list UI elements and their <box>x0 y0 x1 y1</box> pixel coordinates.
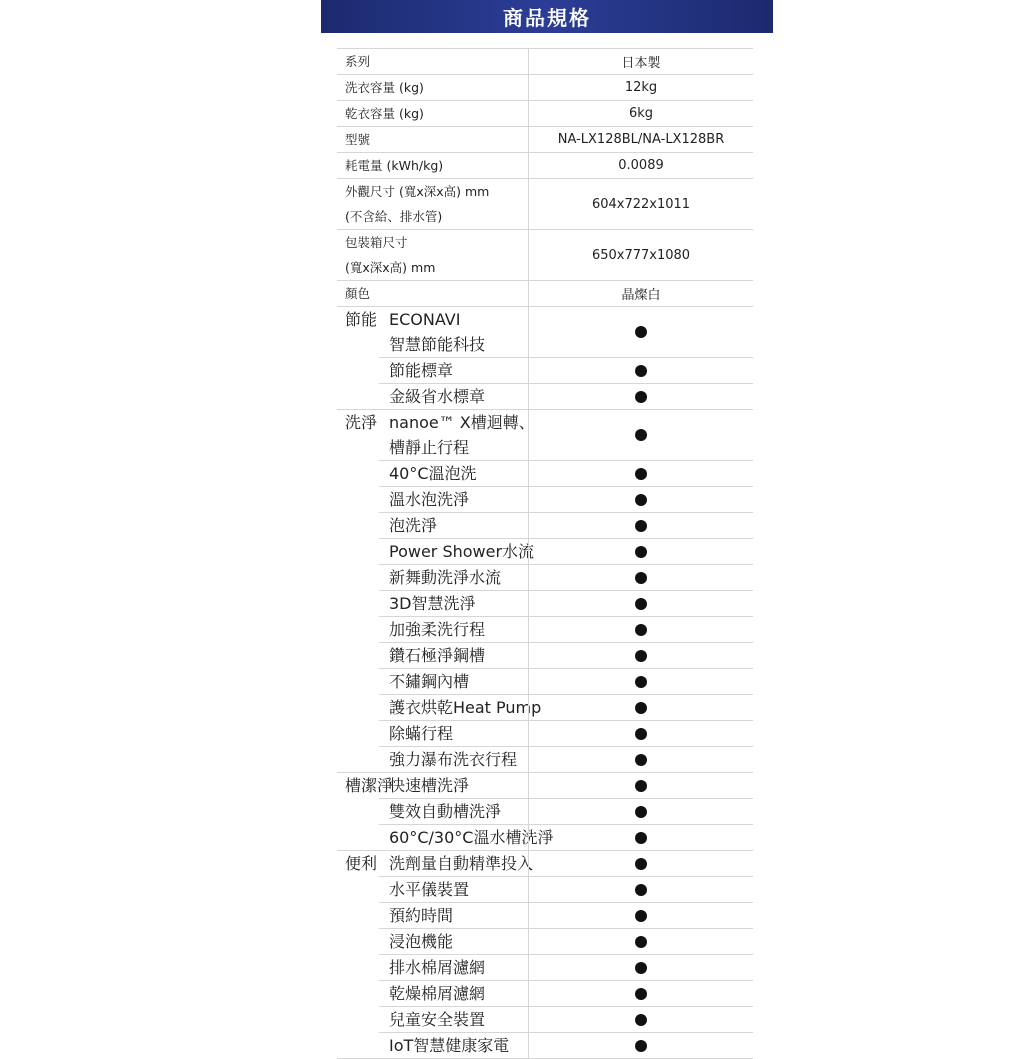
feature-value <box>528 617 753 642</box>
feature-group <box>337 850 753 1059</box>
spec-value: 0.0089 <box>528 153 753 178</box>
category-label: 便利 <box>345 854 378 873</box>
feature-label: 排水棉屑濾網 <box>389 958 486 977</box>
feature-label: 快速槽洗淨 <box>389 776 470 795</box>
feature-value <box>528 669 753 694</box>
feature-value <box>528 851 753 876</box>
feature-label: 60°C/30°C溫水槽洗淨 <box>389 828 554 847</box>
supported-dot-icon <box>635 546 647 558</box>
spec-label: 洗衣容量 (kg) <box>345 80 424 95</box>
spec-table <box>337 48 753 1059</box>
feature-label: 節能標章 <box>389 361 454 380</box>
category-label: 槽潔淨 <box>345 776 394 795</box>
feature-label: 鑽石極淨鋼槽 <box>389 646 486 665</box>
supported-dot-icon <box>635 624 647 636</box>
supported-dot-icon <box>635 936 647 948</box>
feature-label: 護衣烘乾Heat Pump <box>389 698 542 717</box>
feature-value <box>528 877 753 902</box>
feature-row <box>379 512 753 538</box>
feature-row <box>379 538 753 564</box>
spec-label-line2: (寬x深x高) mm <box>345 260 436 275</box>
feature-value <box>528 513 753 538</box>
title-banner <box>321 0 773 33</box>
feature-value <box>528 773 753 798</box>
supported-dot-icon <box>635 780 647 792</box>
feature-row <box>379 460 753 486</box>
spec-value: 650x777x1080 <box>528 230 753 280</box>
spec-label-line2: (不含給、排水管) <box>345 209 443 224</box>
category-label: 節能 <box>345 310 378 329</box>
spec-row <box>337 100 753 126</box>
feature-row <box>379 902 753 928</box>
feature-value <box>528 565 753 590</box>
supported-dot-icon <box>635 468 647 480</box>
feature-value <box>528 307 753 357</box>
feature-label: 金級省水標章 <box>389 387 486 406</box>
supported-dot-icon <box>635 884 647 896</box>
spec-label: 包裝箱尺寸 <box>345 235 408 250</box>
feature-value <box>528 825 753 850</box>
feature-label: 強力瀑布洗衣行程 <box>389 750 518 769</box>
feature-label: 40°C溫泡洗 <box>389 464 477 483</box>
feature-row <box>379 746 753 772</box>
feature-row <box>379 798 753 824</box>
feature-row <box>379 1006 753 1032</box>
supported-dot-icon <box>635 429 647 441</box>
supported-dot-icon <box>635 326 647 338</box>
supported-dot-icon <box>635 754 647 766</box>
supported-dot-icon <box>635 702 647 714</box>
feature-row <box>379 954 753 980</box>
feature-label: ECONAVI <box>389 310 461 329</box>
feature-label: 預約時間 <box>389 906 454 925</box>
feature-value <box>528 799 753 824</box>
feature-label: 3D智慧洗淨 <box>389 594 476 613</box>
feature-label: 溫水泡洗淨 <box>389 490 470 509</box>
spec-value: 12kg <box>528 75 753 100</box>
spec-label: 型號 <box>345 132 371 147</box>
feature-row <box>379 410 753 460</box>
feature-row <box>379 668 753 694</box>
spec-value: 晶燦白 <box>528 281 753 306</box>
feature-row <box>379 616 753 642</box>
feature-group <box>337 306 753 409</box>
feature-value <box>528 721 753 746</box>
feature-label: Power Shower水流 <box>389 542 535 561</box>
feature-row <box>379 694 753 720</box>
feature-row <box>379 357 753 383</box>
feature-value <box>528 955 753 980</box>
spec-value: NA-LX128BL/NA-LX128BR <box>528 127 753 152</box>
feature-label: IoT智慧健康家電 <box>389 1036 510 1055</box>
feature-row <box>379 1032 753 1058</box>
supported-dot-icon <box>635 1014 647 1026</box>
spec-value: 日本製 <box>528 49 753 74</box>
feature-label: 泡洗淨 <box>389 516 438 535</box>
spec-row <box>337 280 753 306</box>
feature-row <box>379 876 753 902</box>
feature-label: 兒童安全裝置 <box>389 1010 486 1029</box>
spec-label: 系列 <box>345 54 371 69</box>
feature-value <box>528 981 753 1006</box>
feature-value <box>528 591 753 616</box>
feature-label: 加強柔洗行程 <box>389 620 486 639</box>
feature-value <box>528 1033 753 1058</box>
feature-row <box>379 773 753 798</box>
spec-label: 外觀尺寸 (寬x深x高) mm <box>345 184 490 199</box>
supported-dot-icon <box>635 365 647 377</box>
supported-dot-icon <box>635 676 647 688</box>
feature-value <box>528 487 753 512</box>
supported-dot-icon <box>635 910 647 922</box>
feature-value <box>528 695 753 720</box>
feature-row <box>379 486 753 512</box>
feature-value <box>528 903 753 928</box>
supported-dot-icon <box>635 728 647 740</box>
supported-dot-icon <box>635 391 647 403</box>
supported-dot-icon <box>635 494 647 506</box>
feature-label: 水平儀裝置 <box>389 880 470 899</box>
feature-label: 洗劑量自動精準投入 <box>389 854 534 873</box>
feature-row <box>379 980 753 1006</box>
supported-dot-icon <box>635 962 647 974</box>
feature-label: 乾燥棉屑濾網 <box>389 984 486 1003</box>
spec-value: 604x722x1011 <box>528 179 753 229</box>
supported-dot-icon <box>635 650 647 662</box>
feature-value <box>528 929 753 954</box>
feature-row <box>379 590 753 616</box>
spec-row <box>337 178 753 229</box>
feature-row <box>379 307 753 357</box>
category-label: 洗淨 <box>345 413 378 432</box>
feature-value <box>528 539 753 564</box>
feature-value <box>528 358 753 383</box>
feature-row <box>379 720 753 746</box>
feature-label: 除蟎行程 <box>389 724 454 743</box>
feature-group <box>337 772 753 850</box>
feature-row <box>379 564 753 590</box>
spec-label: 顏色 <box>345 286 371 301</box>
feature-value <box>528 1007 753 1032</box>
feature-row <box>379 824 753 850</box>
spec-row <box>337 152 753 178</box>
spec-value: 6kg <box>528 101 753 126</box>
spec-row <box>337 126 753 152</box>
feature-value <box>528 384 753 409</box>
feature-value <box>528 643 753 668</box>
feature-row <box>379 851 753 876</box>
spec-row <box>337 74 753 100</box>
feature-label: 不鏽鋼內槽 <box>389 672 470 691</box>
feature-row <box>379 383 753 409</box>
feature-label: 新舞動洗淨水流 <box>389 568 502 587</box>
spec-label: 耗電量 (kWh/kg) <box>345 158 444 173</box>
feature-label: 浸泡機能 <box>389 932 454 951</box>
feature-row <box>379 642 753 668</box>
supported-dot-icon <box>635 832 647 844</box>
feature-value <box>528 461 753 486</box>
spec-row <box>337 48 753 74</box>
spec-label: 乾衣容量 (kg) <box>345 106 424 121</box>
feature-label-line2: 槽靜止行程 <box>389 438 470 457</box>
page-title: 商品規格 <box>503 6 591 30</box>
supported-dot-icon <box>635 988 647 1000</box>
supported-dot-icon <box>635 806 647 818</box>
supported-dot-icon <box>635 520 647 532</box>
feature-label: nanoe™ X槽迴轉、 <box>389 413 535 432</box>
spec-row <box>337 229 753 280</box>
feature-value <box>528 747 753 772</box>
feature-label: 雙效自動槽洗淨 <box>389 802 502 821</box>
feature-group <box>337 409 753 772</box>
supported-dot-icon <box>635 858 647 870</box>
supported-dot-icon <box>635 1040 647 1052</box>
feature-label-line2: 智慧節能科技 <box>389 335 486 354</box>
supported-dot-icon <box>635 598 647 610</box>
feature-value <box>528 410 753 460</box>
supported-dot-icon <box>635 572 647 584</box>
feature-row <box>379 928 753 954</box>
